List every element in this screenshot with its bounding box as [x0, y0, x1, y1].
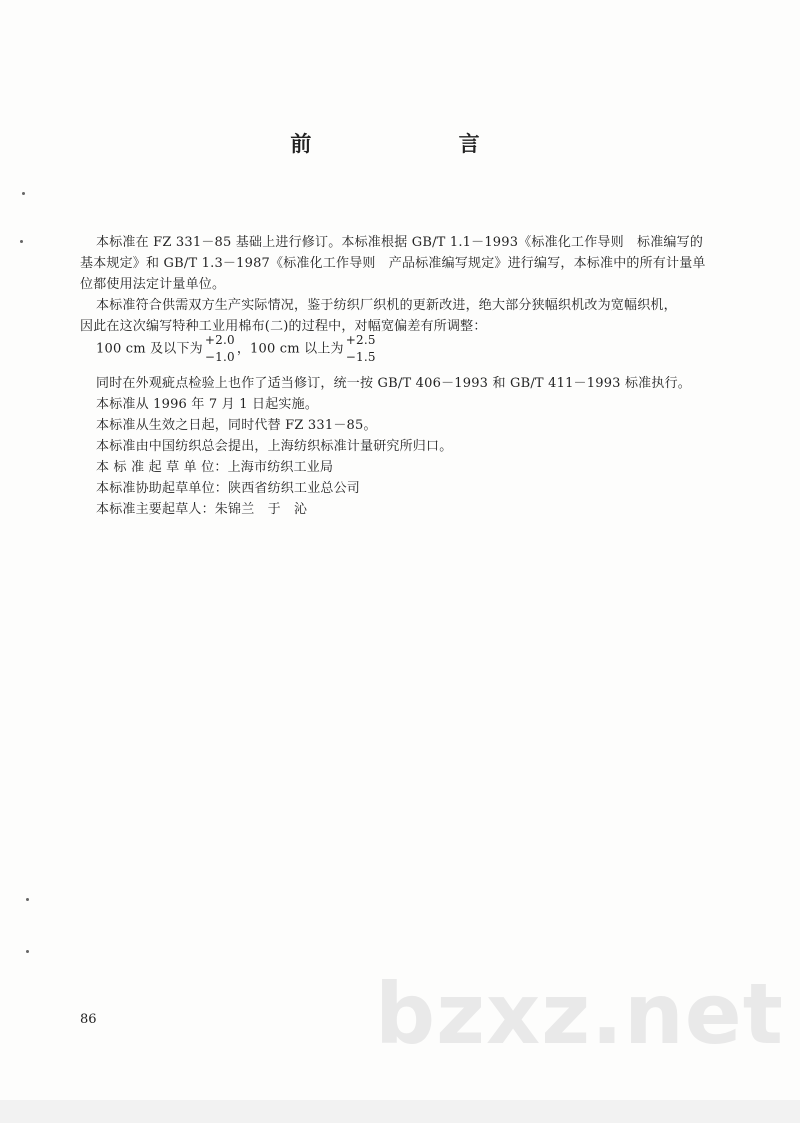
paragraph-line: 基本规定》和 GB/T 1.3－1987《标准化工作导则 产品标准编写规定》进行编写，本标准中的所有计量单: [80, 256, 706, 271]
paragraph-line: 位都使用法定计量单位。: [80, 277, 226, 292]
tolerance-plus: +2.0: [204, 333, 235, 347]
paragraph-line: 本标准在 FZ 331－85 基础上进行修订。本标准根据 GB/T 1.1－1993《标准化工作导则 标准编写的: [96, 235, 704, 250]
tolerance-minus: −1.5: [345, 350, 376, 364]
tolerance-label-a: 100 cm 及以下为: [96, 341, 203, 357]
page-number: 86: [80, 1012, 97, 1027]
scan-speck: [20, 240, 23, 243]
tolerance-plus: +2.5: [345, 333, 376, 347]
paragraph-line: 本标准协助起草单位：陕西省纺织工业总公司: [96, 481, 361, 496]
tolerance-a: [205, 332, 235, 366]
paragraph-line: 本标准从生效之日起，同时代替 FZ 331－85。: [96, 418, 377, 433]
scan-speck: [26, 950, 29, 953]
tolerance-label-b: ，100 cm 以上为: [236, 341, 344, 357]
paragraph-line: 本标准从 1996 年 7 月 1 日起实施。: [96, 397, 319, 412]
paragraph-line: 同时在外观疵点检验上也作了适当修订，统一按 GB/T 406－1993 和 GB/T 411－1993 标准执行。: [96, 376, 691, 391]
tolerance-b: [346, 332, 376, 366]
scan-speck: [26, 898, 29, 901]
scan-edge: [0, 1100, 800, 1123]
paragraph-line: 因此在这次编写特种工业用棉布(二)的过程中，对幅宽偏差有所调整：: [80, 319, 487, 334]
paragraph-line: 本标准主要起草人：朱锦兰 于 沁: [96, 502, 308, 517]
tolerance-minus: −1.0: [204, 350, 235, 364]
tolerance-line: [96, 332, 378, 366]
paragraph-line: 本标准由中国纺织总会提出，上海纺织标准计量研究所归口。: [96, 439, 453, 454]
page-title: 前 言: [290, 131, 550, 156]
paragraph-line: 本 标 准 起 草 单 位：上海市纺织工业局: [96, 460, 334, 475]
watermark: bzxz.net: [375, 965, 784, 1063]
paragraph-line: 本标准符合供需双方生产实际情况，鉴于纺织厂织机的更新改进，绝大部分狭幅织机改为宽幅织机，: [96, 298, 677, 313]
scan-speck: [22, 192, 25, 195]
